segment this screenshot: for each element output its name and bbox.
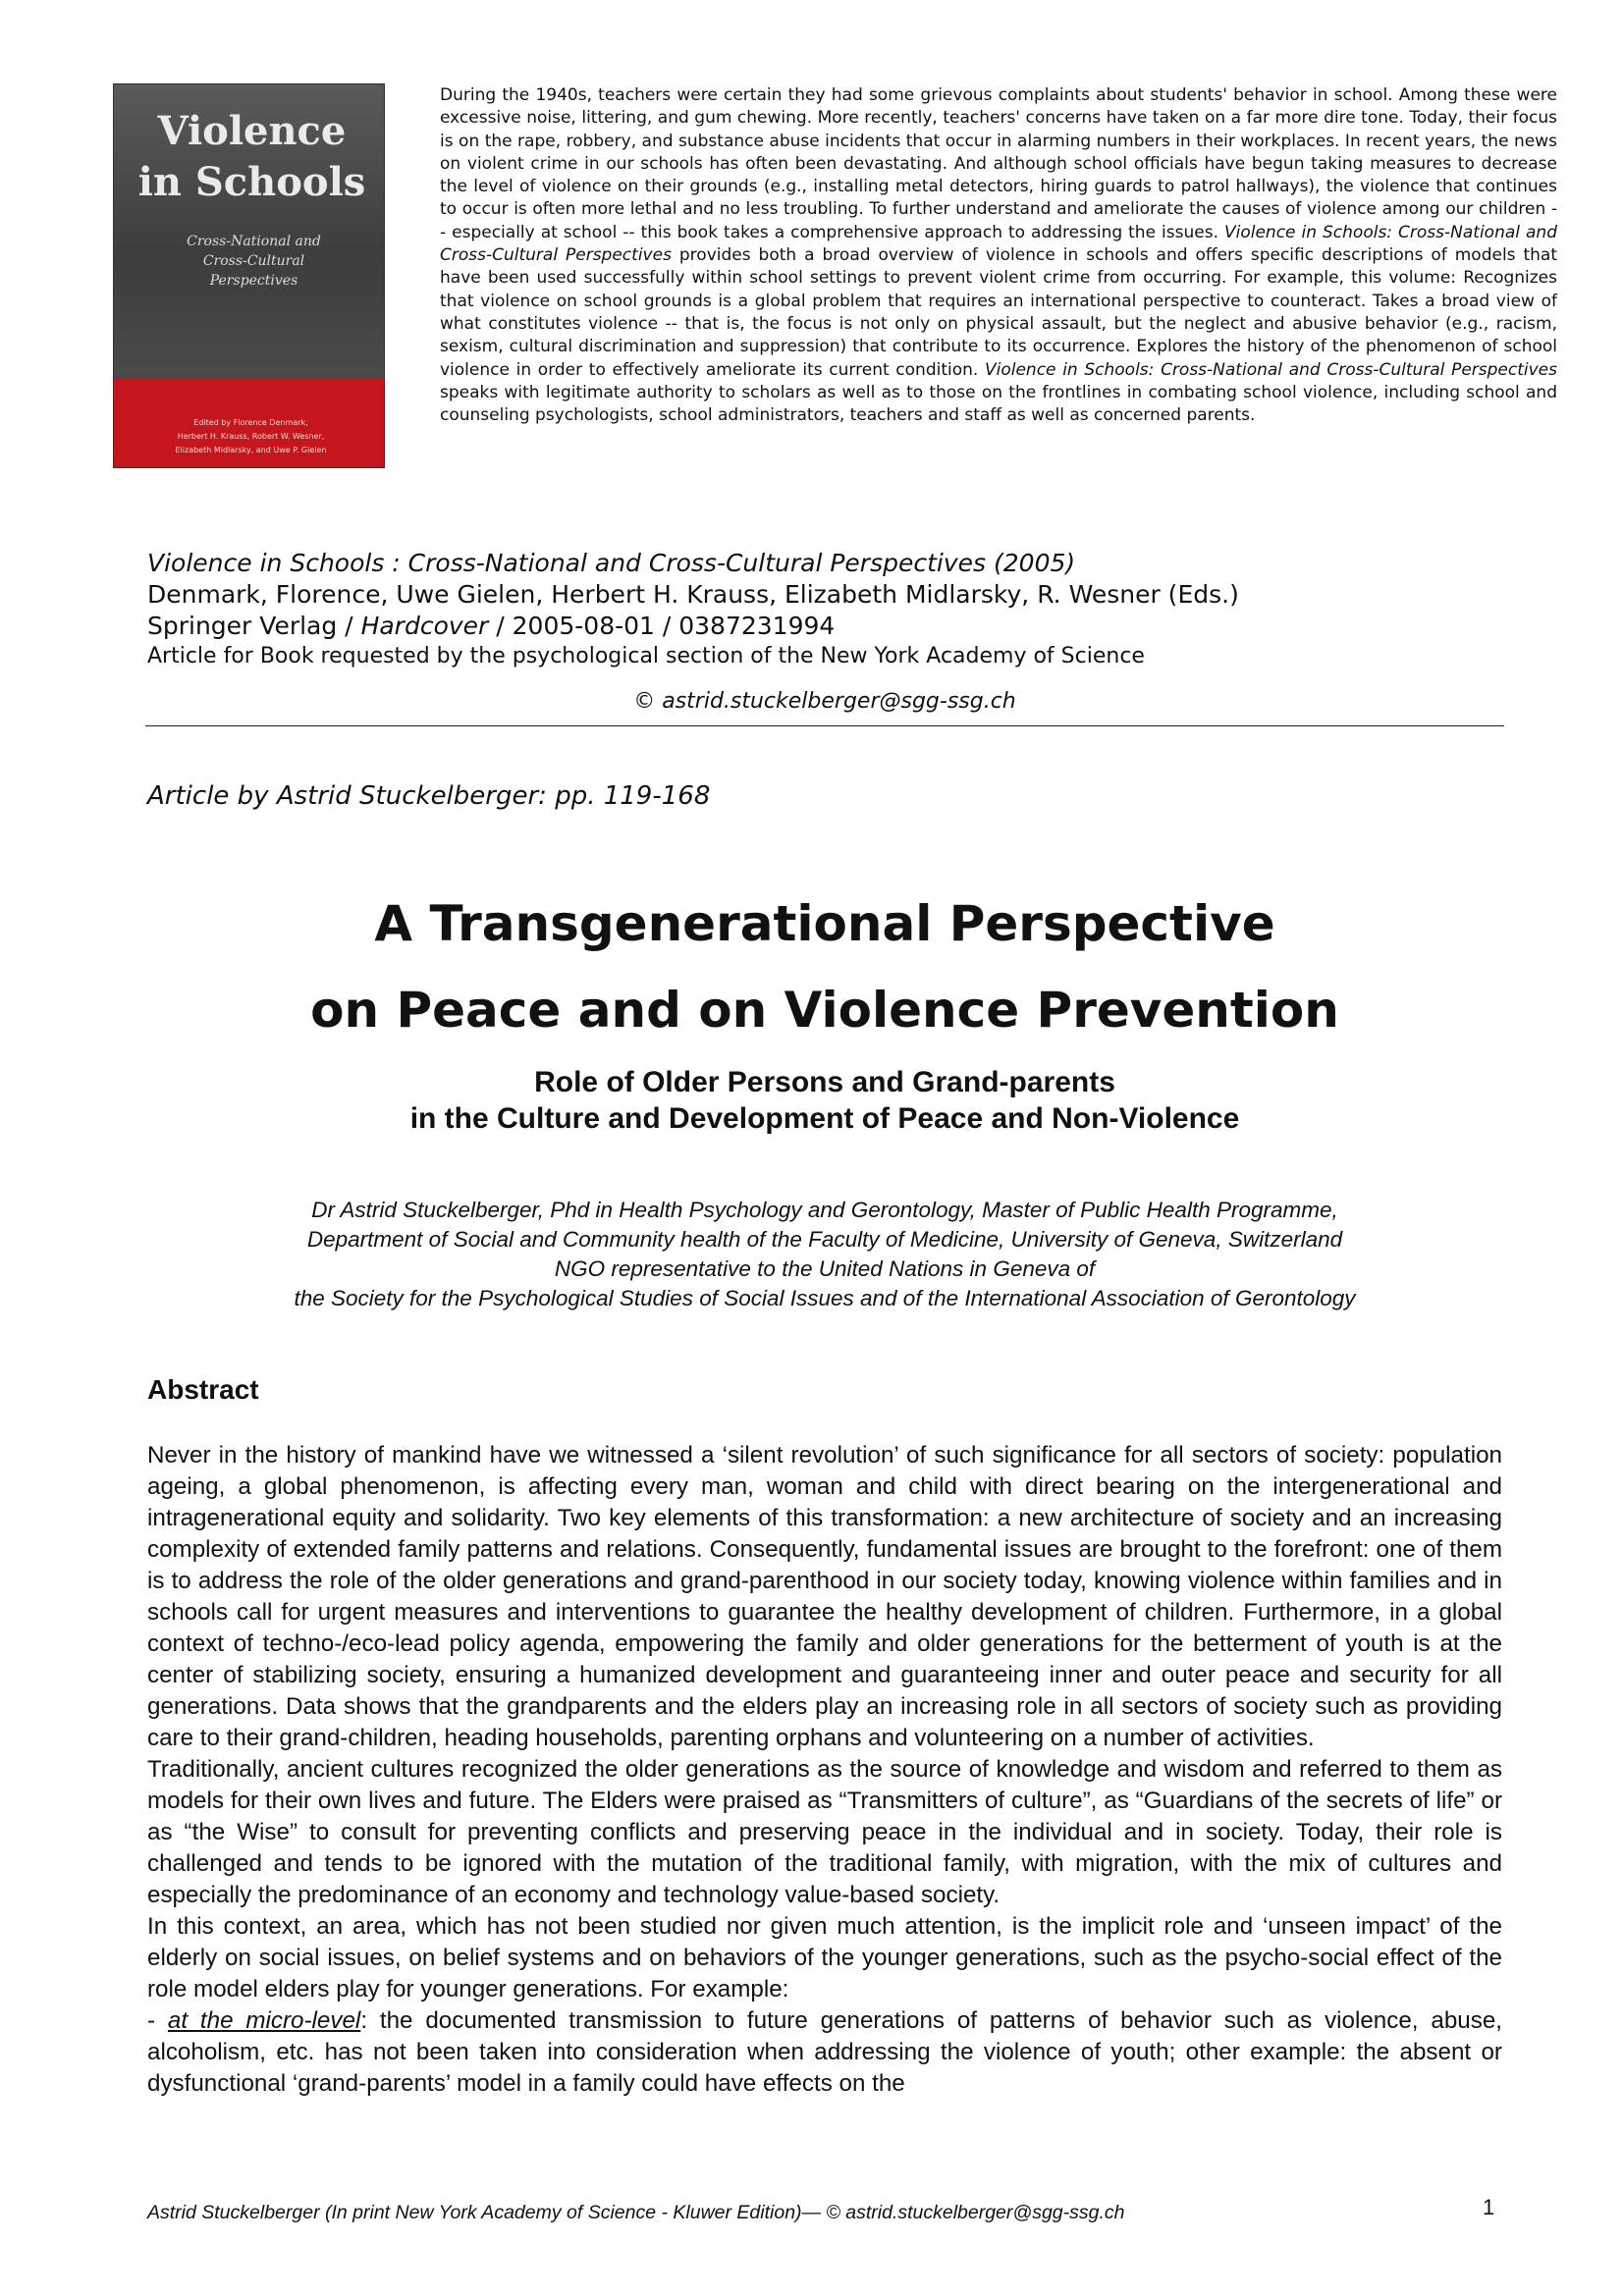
micro-level-label: at the micro-level	[167, 2007, 361, 2034]
publication-details: / 2005-08-01 / 0387231994	[488, 612, 836, 640]
page-footer: Astrid Stuckelberger (In print New York Academy of Science - Kluwer Edition)— © astrid.stuckelberger@sgg-ssg.ch	[147, 2202, 1125, 2223]
list-dash: -	[147, 2007, 168, 2034]
cover-title-line: Violence	[157, 108, 347, 154]
cover-title-line: in Schools	[137, 159, 366, 205]
cover-editors-line: Edited by Florence Denmark,	[193, 418, 308, 427]
publisher-name: Springer Verlag /	[147, 612, 361, 640]
article-title-line1: A Transgenerational Perspective	[374, 895, 1275, 952]
blurb-text: speaks with legitimate authority to scholars as well as to those on the frontlines in combating school violence, including school and counseling psychologists, school administrators, teachers and staff as well as concerned parents.	[440, 382, 1557, 426]
page-number: 1	[1483, 2195, 1495, 2219]
cover-subtitle-line: Cross-National and	[187, 234, 321, 249]
cover-subtitle-line: Cross-Cultural	[202, 253, 305, 269]
cover-editors-line: Herbert H. Krauss, Robert W. Wesner,	[177, 432, 325, 441]
blurb-book-title: Violence in Schools: Cross-National and Cross-Cultural Perspectives	[985, 359, 1557, 380]
affiliation-line: the Society for the Psychological Studies of Social Issues and of the International Association of Gerontology	[294, 1286, 1356, 1310]
divider	[145, 725, 1504, 726]
blurb-text: provides both a broad overview of violence in schools and offers specific descriptions of models that have been used successfully within school settings to prevent violent crime from occurring. For example, this volume: Recognizes that violence on school grounds is a global problem that requires an international perspective to counteract. Takes a broad view of what constitutes violence -- that is, the focus is not only on physical assault, but the neglect and abusive behavior (e.g., racism, sexism, cultural discrimination and suppression) that contribute to its occurrence. Explores the history of the phenomenon of school violence in order to effectively ameliorate its current condition.	[440, 245, 1558, 380]
book-info	[147, 548, 1502, 717]
abstract-paragraph: Never in the history of mankind have we witnessed a ‘silent revolution’ of such significance for all sectors of society: population ageing, a global phenomenon, is affecting every man, woman and child with direct bearing on the intergenerational and intragenerational equity and solidarity. Two key elements of this transformation: a new architecture of society and an increasing complexity of extended family patterns and relations. Consequently, fundamental issues are brought to the forefront: one of them is to address the role of the older generations and grand-parenthood in our society today, knowing violence within families and in schools call for urgent measures and interventions to guarantee the healthy development of children. Furthermore, in a global context of techno-/eco-lead policy agenda, empowering the family and older generations for the betterment of youth is at the center of stabilizing society, ensuring a humanized development and guaranteeing inner and outer peace and security for all generations. Data shows that the grandparents and the elders play an increasing role in all sectors of society such as providing care to their grand-children, heading households, parenting orphans and volunteering on a number of activities.	[147, 1442, 1502, 1751]
cover-title	[134, 106, 370, 208]
copyright-email: © astrid.stuckelberger@sgg-ssg.ch	[633, 689, 1016, 714]
binding: Hardcover	[360, 612, 489, 640]
blurb-text: During the 1940s, teachers were certain they had some grievous complaints about students' behavior in school. Among these were excessive noise, littering, and gum chewing. More recently, teachers' concerns have taken on a far more dire tone. Today, their focus is on the rape, robbery, and substance abuse incidents that occur in alarming numbers in their workplaces. In recent years, the news on violent crime in our schools has often been devastating. And although school officials have begun taking measures to decrease the level of violence on their grounds (e.g., installing metal detectors, hiring guards to patrol hallways), the violence that continues to occur is often more lethal and no less troubling. To further understand and ameliorate the causes of violence among our children -- especially at school -- this book takes a comprehensive approach to addressing the issues.	[440, 85, 1557, 242]
abstract-body	[147, 1440, 1502, 2100]
cover-editors-line: Elizabeth Midlarsky, and Uwe P. Gielen	[175, 446, 327, 454]
cover-editors	[132, 416, 370, 457]
book-cover-image	[113, 83, 385, 468]
book-note: Article for Book requested by the psychological section of the New York Academy of Science	[147, 644, 1145, 668]
abstract-paragraph: In this context, an area, which has not been studied nor given much attention, is the implicit role and ‘unseen impact’ of the elderly on social issues, on belief systems and on behaviors of the younger generations, such as the psycho-social effect of the role model elders play for younger generations. For example:	[147, 1913, 1502, 2002]
abstract-text: : the documented transmission to future generations of patterns of behavior such as violence, abuse, alcoholism, etc. has not been taken into consideration when addressing the violence of youth; other example: the absent or dysfunctional ‘grand-parents’ model in a family could have effects on the	[147, 2007, 1502, 2097]
affiliation-line: Dr Astrid Stuckelberger, Phd in Health Psychology and Gerontology, Master of Public Health Programme,	[311, 1198, 1338, 1222]
article-subtitle-line1: Role of Older Persons and Grand-parents	[534, 1066, 1115, 1098]
article-byline: Article by Astrid Stuckelberger: pp. 119-168	[147, 781, 711, 811]
affiliation-line: Department of Social and Community health of the Faculty of Medicine, University of Geneva, Switzerland	[306, 1227, 1343, 1252]
book-editors: Denmark, Florence, Uwe Gielen, Herbert H. Krauss, Elizabeth Midlarsky, R. Wesner (Eds.)	[147, 580, 1239, 609]
blurb-book-title: Violence in Schools: Cross-National and Cross-Cultural Perspectives	[440, 222, 1557, 266]
abstract-paragraph: Traditionally, ancient cultures recognized the older generations as the source of knowledge and wisdom and referred to them as models for their own lives and future. The Elders were praised as “Transmitters of culture”, as “Guardians of the secrets of life” or as “the Wise” to consult for preventing conflicts and preserving peace in the individual and in society. Today, their role is challenged and tends to be ignored with the mutation of the traditional family, with migration, with the mix of cultures and especially the predominance of an economy and technology value-based society.	[147, 1756, 1502, 1908]
author-affiliation	[98, 1196, 1551, 1313]
abstract-heading: Abstract	[147, 1374, 259, 1405]
article-subtitle-line2: in the Culture and Development of Peace and Non-Violence	[409, 1102, 1240, 1135]
affiliation-line: NGO representative to the United Nations in Geneva of	[554, 1256, 1096, 1281]
book-title: Violence in Schools : Cross-National and Cross-Cultural Perspectives (2005)	[147, 549, 1076, 577]
article-title-line2: on Peace and on Violence Prevention	[310, 982, 1339, 1039]
cover-subtitle-line: Perspectives	[209, 273, 298, 289]
abstract-paragraph	[147, 2005, 1502, 2100]
cover-subtitle	[143, 232, 364, 291]
book-publisher	[147, 611, 1502, 642]
book-blurb	[440, 84, 1557, 427]
